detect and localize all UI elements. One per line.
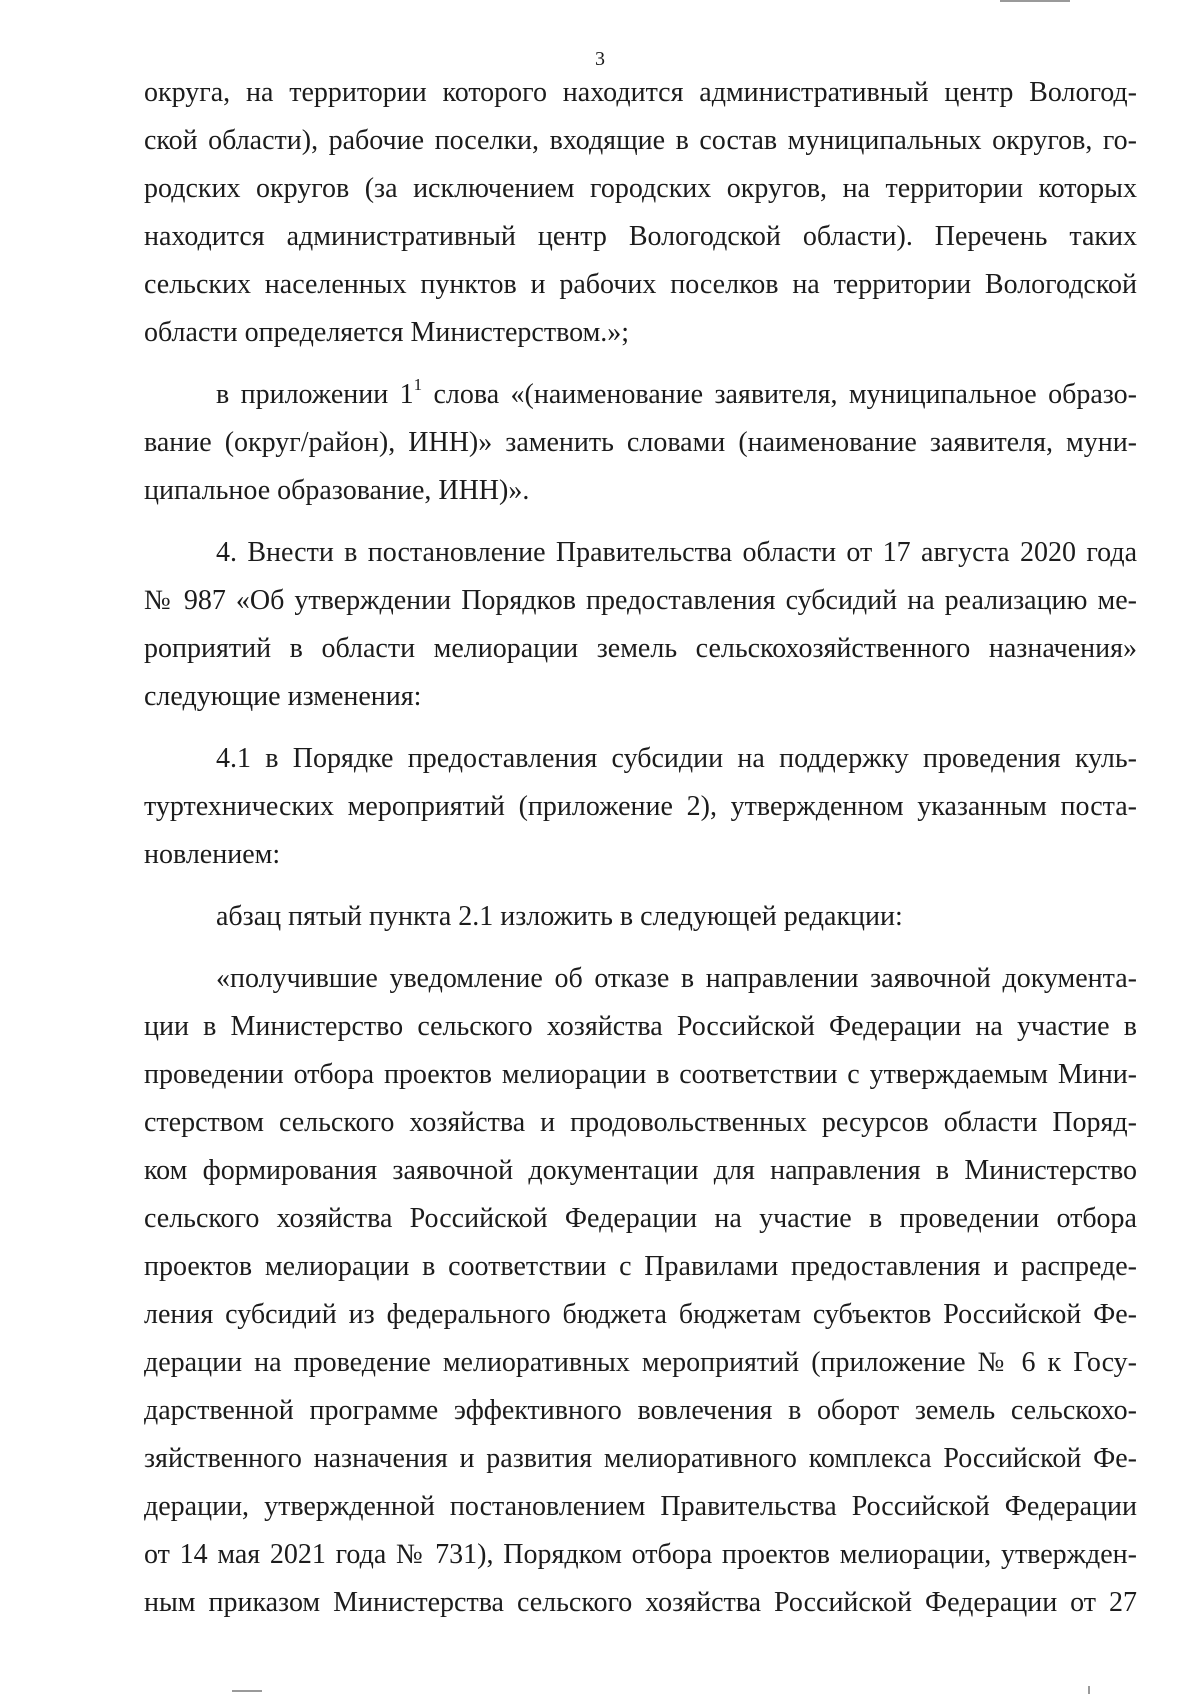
document-body (144, 69, 1137, 1627)
text-line-5: сельских населенных пунктов и рабочих поселков на территории Вологодской (144, 269, 1137, 300)
text-line-23: сельского хозяйства Российской Федерации на участие в проведении отбора (144, 1203, 1137, 1234)
text-line-30: от 14 мая 2021 года № 731), Порядком отбора проектов мелиорации, утвержден- (144, 1539, 1137, 1570)
text-line-10: 4. Внести в постановление Правительства области от 17 августа 2020 года (216, 537, 1137, 568)
paragraph-gap (144, 879, 1137, 893)
text-line-3: родских округов (за исключением городских округов, на территории которых (144, 173, 1137, 204)
text-line-15: туртехнических мероприятий (приложение 2), утвержденном указанным поста- (144, 791, 1137, 822)
text-line-7-start: в приложении 1 (216, 379, 414, 410)
scan-mark-top-right (1000, 0, 1070, 2)
text-line-14: 4.1 в Порядке предоставления субсидии на поддержку проведения куль- (216, 743, 1137, 774)
text-line-31: ным приказом Министерства сельского хозяйства Российской Федерации от 27 (144, 1587, 1137, 1618)
text-line-22: ком формирования заявочной документации для направления в Министерство (144, 1155, 1137, 1186)
text-line-1: округа, на территории которого находится административный центр Вологод- (144, 77, 1137, 108)
text-line-7-end: слова «(наименование заявителя, муниципальное образо- (422, 379, 1138, 410)
text-line-6: области определяется Министерством.»; (144, 317, 630, 348)
text-line-7 (144, 371, 1137, 419)
text-line-27: дарственной программе эффективного вовлечения в оборот земель сельскохо- (144, 1395, 1137, 1426)
text-line-28: зяйственного назначения и развития мелиоративного комплекса Российской Фе- (144, 1443, 1137, 1474)
paragraph-gap (144, 721, 1137, 735)
text-line-11: № 987 «Об утверждении Порядков предоставления субсидий на реализацию ме- (144, 585, 1137, 616)
text-line-4: находится административный центр Вологодской области). Перечень таких (144, 221, 1137, 252)
text-line-21: стерством сельского хозяйства и продовольственных ресурсов области Поряд- (144, 1107, 1137, 1138)
superscript: 1 (413, 375, 423, 394)
text-line-26: дерации на проведение мелиоративных мероприятий (приложение № 6 к Госу- (144, 1347, 1137, 1378)
text-line-17: абзац пятый пункта 2.1 изложить в следующей редакции: (216, 901, 903, 932)
text-line-24: проектов мелиорации в соответствии с Правилами предоставления и распреде- (144, 1251, 1137, 1282)
text-line-18: «получившие уведомление об отказе в направлении заявочной документа- (216, 963, 1137, 994)
text-line-13: следующие изменения: (144, 681, 422, 712)
paragraph-gap (144, 515, 1137, 529)
text-line-29: дерации, утвержденной постановлением Правительства Российской Федерации (144, 1491, 1137, 1522)
text-line-19: ции в Министерство сельского хозяйства Российской Федерации на участие в (144, 1011, 1137, 1042)
text-line-2: ской области), рабочие поселки, входящие в состав муниципальных округов, го- (144, 125, 1137, 156)
text-line-25: ления субсидий из федерального бюджета бюджетам субъектов Российской Фе- (144, 1299, 1137, 1330)
text-line-12: роприятий в области мелиорации земель сельскохозяйственного назначения» (144, 633, 1137, 664)
scan-mark-bottom-right (1088, 1686, 1090, 1694)
text-line-9: ципальное образование, ИНН)». (144, 475, 530, 506)
text-line-20: проведении отбора проектов мелиорации в соответствии с утверждаемым Мини- (144, 1059, 1137, 1090)
text-line-8: вание (округ/район), ИНН)» заменить словами (наименование заявителя, муни- (144, 427, 1137, 458)
scan-mark-bottom-left (232, 1690, 262, 1692)
paragraph-gap (144, 357, 1137, 371)
page-number: 3 (595, 48, 605, 70)
paragraph-gap (144, 941, 1137, 955)
text-line-16: новлением: (144, 839, 281, 870)
